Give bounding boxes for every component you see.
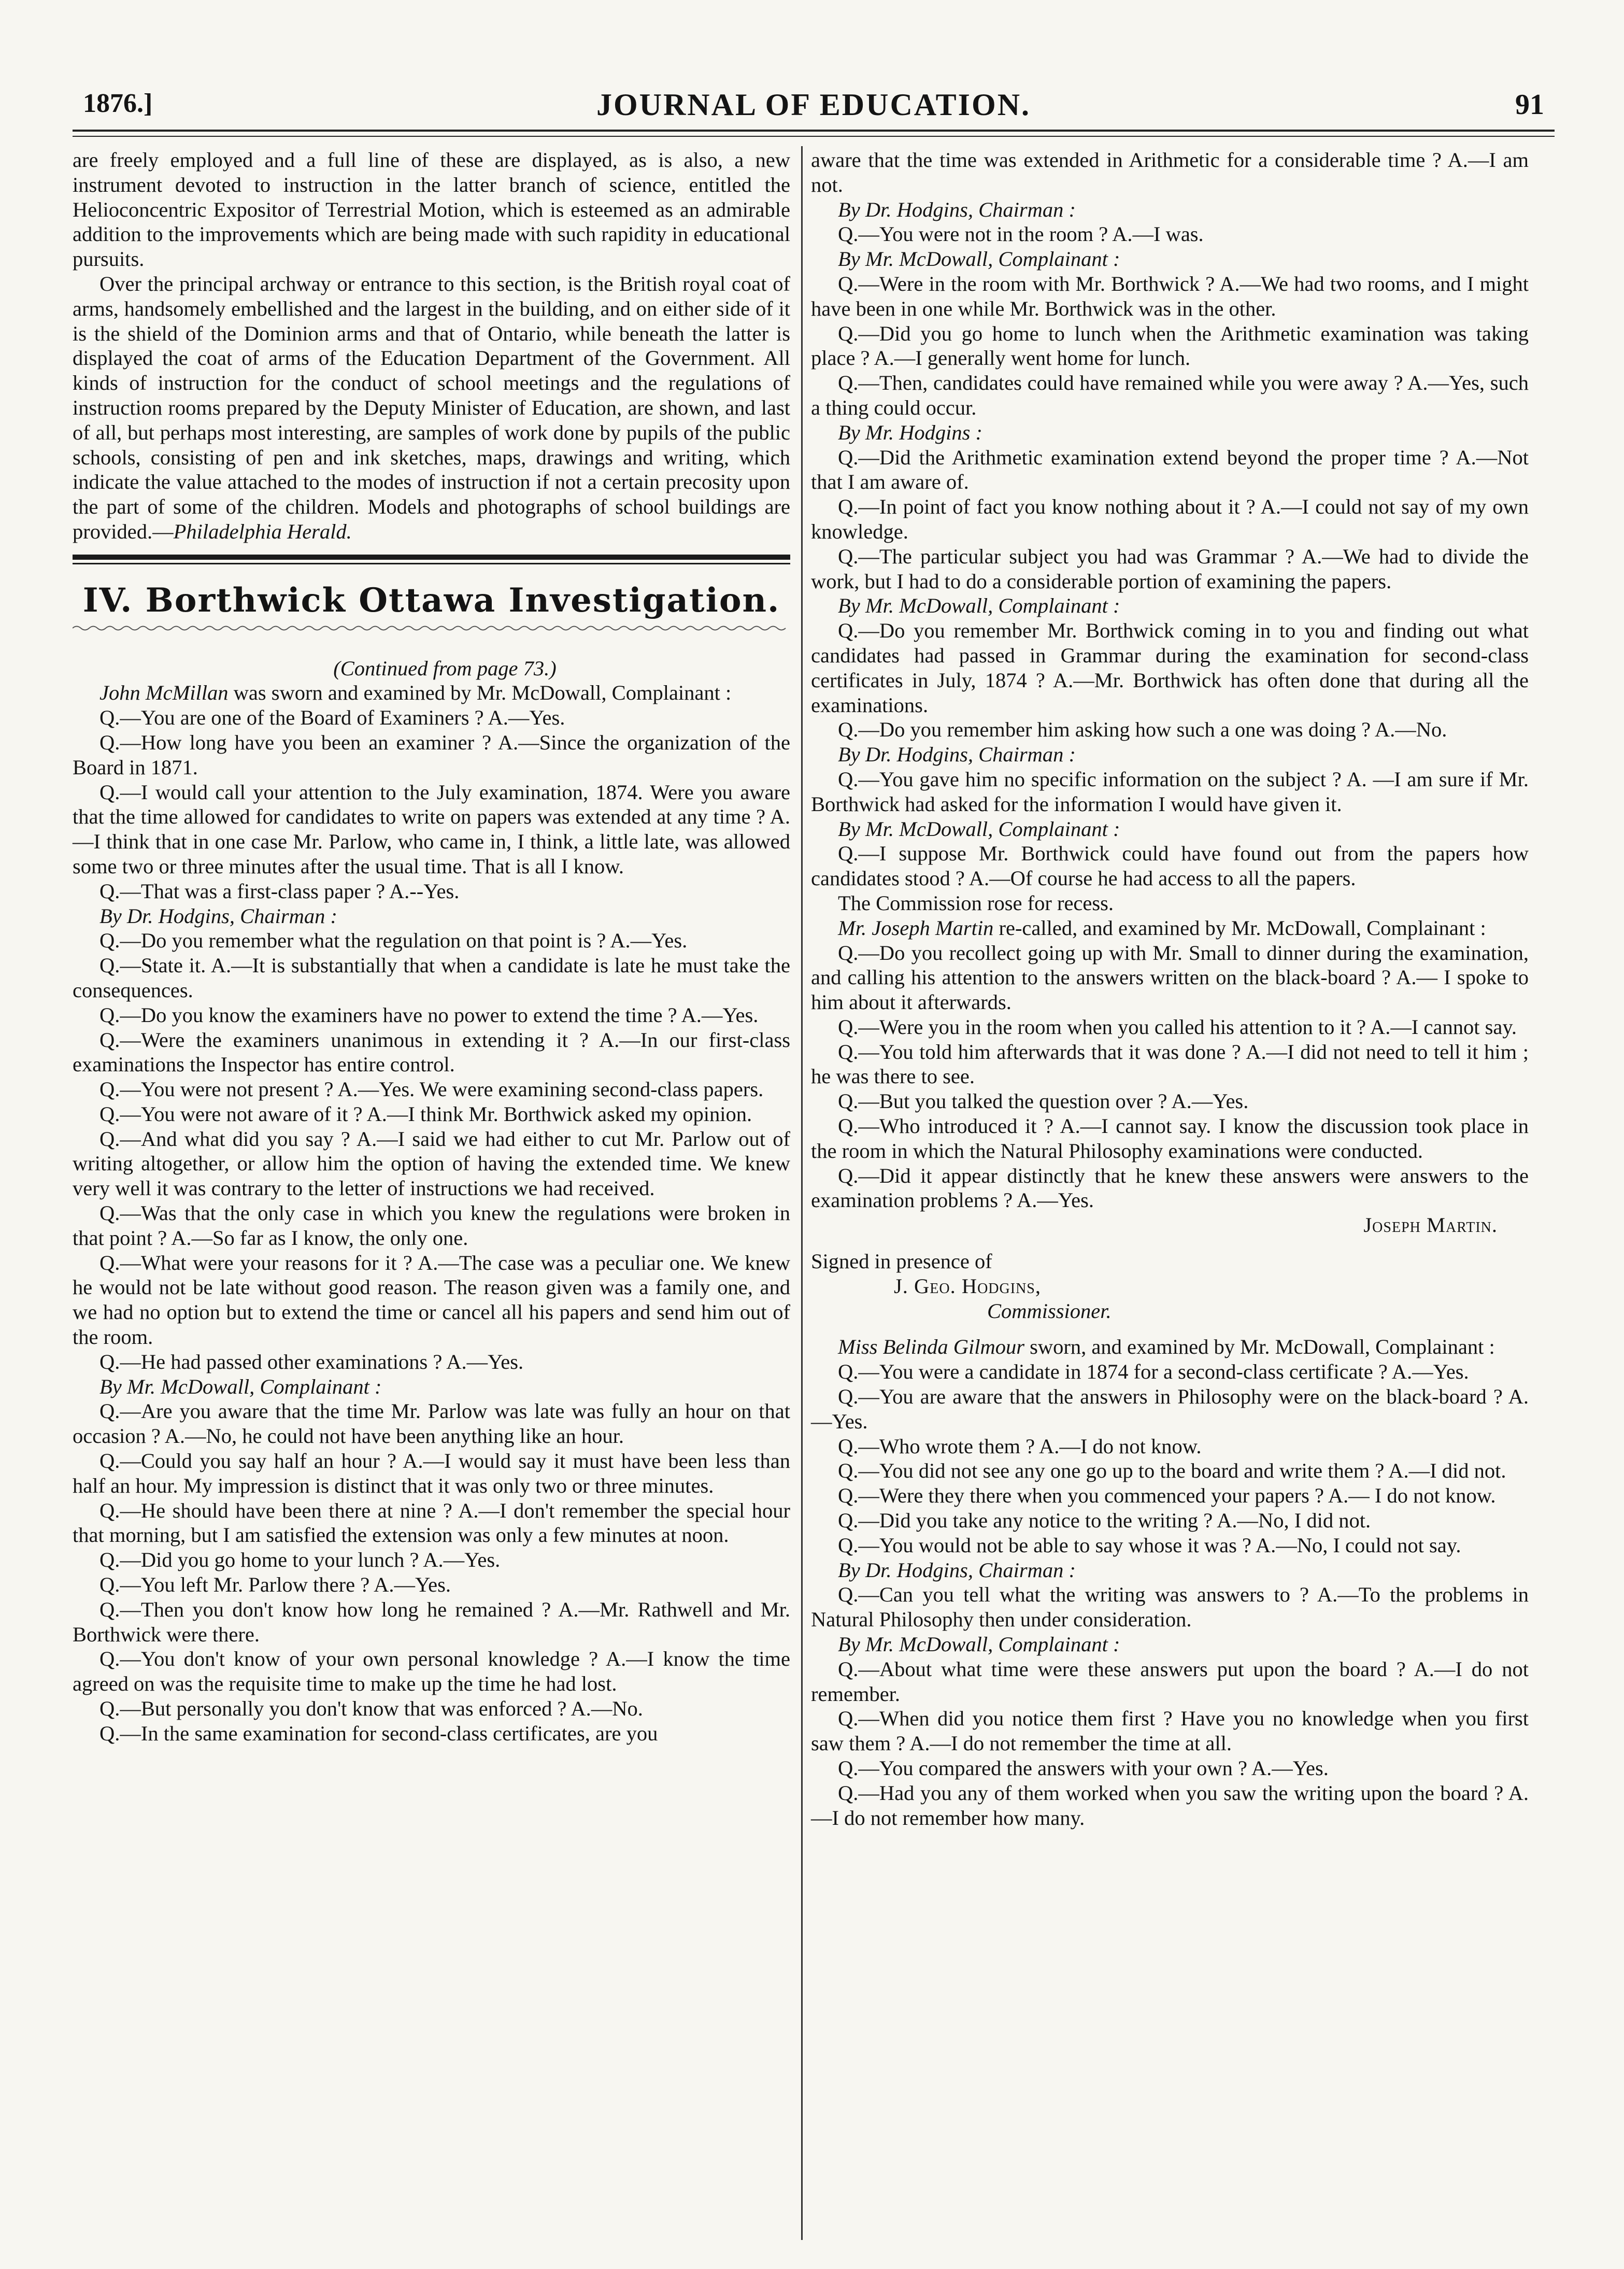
witness-intro (73, 680, 790, 705)
section-rule-thick (73, 555, 790, 560)
testimony-line: Q.—You are one of the Board of Examiners ? A.—Yes. (99, 706, 565, 730)
testimony-line: Q.—Did you go home to your lunch ? A.—Yes. (99, 1548, 501, 1572)
testimony-line: Q.—Who introduced it ? A.—I cannot say. I know the discussion took place in the room in which the Natural Philosophy examinations were conducted. (811, 1114, 1529, 1162)
martin-signature: Joseph Martin. (1363, 1213, 1498, 1237)
testimony-line: Q.—In point of fact you know nothing about it ? A.—I could not say of my own knowledge. (811, 495, 1529, 543)
testimony-line: Q.—Are you aware that the time Mr. Parlow was late was fully an hour on that occasion ? A.—No, he could not have been anything like an hour. (73, 1399, 790, 1448)
testimony-line: Q.—You are aware that the answers in Philosophy were on the black-board ? A.—Yes. (811, 1385, 1529, 1433)
testimony-line: Q.—Could you say half an hour ? A.—I would say it must have been less than half an hour. My impression is distinct that it was only two or three minutes. (73, 1449, 790, 1497)
left-column (73, 148, 790, 1746)
testimony-line: Q.—Do you remember what the regulation on that point is ? A.—Yes. (99, 929, 688, 953)
testimony-line: Q.—Did you take any notice to the writing ? A.—No, I did not. (838, 1509, 1371, 1533)
testimony-line: Q.—You would not be able to say whose it was ? A.—No, I could not say. (838, 1533, 1461, 1557)
testimony-line: Q.—You did not see any one go up to the board and write them ? A.—I did not. (838, 1459, 1506, 1483)
examiner-heading: By Dr. Hodgins, Chairman : (838, 743, 1076, 767)
witness-name: Mr. Joseph Martin (838, 916, 994, 940)
testimony-line: The Commission rose for recess. (838, 891, 1114, 915)
testimony-line: Q.—State it. A.—It is substantially that when a candidate is late he must take the consequences. (73, 954, 790, 1002)
testimony-line: Q.—You were not present ? A.—Yes. We were examining second-class papers. (99, 1077, 764, 1101)
examiner-heading: By Dr. Hodgins, Chairman : (838, 1558, 1076, 1582)
testimony-line: Q.—And what did you say ? A.—I said we had either to cut Mr. Parlow out of writing altogether, or allow him the option of having the extended time. We knew very well it was contrary to the letter of instructions we had received. (73, 1127, 790, 1200)
right-column (811, 148, 1529, 1830)
testimony-line: Q.—You left Mr. Parlow there ? A.—Yes. (99, 1573, 451, 1597)
witness-intro (811, 1335, 1529, 1359)
examiner-heading: By Mr. McDowall, Complainant : (838, 594, 1120, 618)
testimony-line: Q.—Who wrote them ? A.—I do not know. (838, 1434, 1202, 1458)
testimony-line: Q.—Was that the only case in which you knew the regulations were broken in that point ? A.—So far as I know, the only one. (73, 1201, 790, 1250)
examiner-heading: By Mr. McDowall, Complainant : (838, 817, 1120, 841)
testimony-line: Q.—He had passed other examinations ? A.—Yes. (99, 1350, 524, 1373)
testimony-line: Q.—Then, candidates could have remained while you were away ? A.—Yes, such a thing could occur. (811, 371, 1529, 419)
testimony-line: Q.—Were they there when you commenced your papers ? A.— I do not know. (838, 1484, 1496, 1508)
page-header (73, 78, 1555, 135)
testimony-line: Q.—Were you in the room when you called his attention to it ? A.—I cannot say. (838, 1015, 1517, 1039)
testimony-line: Q.—Do you know the examiners have no power to extend the time ? A.—Yes. (99, 1003, 759, 1027)
testimony-line: Q.—Were in the room with Mr. Borthwick ? A.—We had two rooms, and I might have been in one while Mr. Borthwick was in the other. (811, 272, 1529, 320)
testimony-line: Q.—In the same examination for second-class certificates, are you (99, 1721, 658, 1745)
witness-intro-text: re-called, and examined by Mr. McDowall, Complainant : (993, 916, 1486, 940)
testimony-line: Q.—Did it appear distinctly that he knew these answers were answers to the examination problems ? A.—Yes. (811, 1164, 1529, 1212)
testimony-line: Q.—He should have been there at nine ? A.—I don't remember the special hour that morning, but I am satisfied the extension was only a few minutes at noon. (73, 1498, 790, 1547)
testimony-line: Q.—But you talked the question over ? A.—Yes. (838, 1089, 1249, 1113)
section-heading: IV. Borthwick Ottawa Investigation. (82, 580, 780, 620)
testimony-line: Q.—How long have you been an examiner ? A.—Since the organization of the Board in 1871. (73, 730, 790, 779)
testimony-line: Q.—You were not aware of it ? A.—I think Mr. Borthwick asked my opinion. (99, 1102, 752, 1126)
journal-title: JOURNAL OF EDUCATION. (596, 88, 1031, 122)
section-rule-thin (73, 563, 790, 564)
header-rule-thin (73, 136, 1555, 137)
witness-intro-text: was sworn and examined by Mr. McDowall, Complainant : (228, 681, 732, 705)
testimony-line: Q.—Did you go home to lunch when the Arithmetic examination was taking place ? A.—I generally went home for lunch. (811, 321, 1529, 370)
intro-paragraph (73, 272, 790, 544)
testimony-line: Q.—You were not in the room ? A.—I was. (838, 222, 1204, 246)
examiner-heading: By Mr. Hodgins : (838, 420, 982, 444)
testimony-line: Q.—I suppose Mr. Borthwick could have found out from the papers how candidates stood ? A.—Of course he had access to all the papers. (811, 842, 1529, 890)
testimony-line: Q.—What were your reasons for it ? A.—The case was a peculiar one. We knew he would not be late without good reason. The reason given was a family one, and we had no option but to extend the time or cancel all his papers and send him out of the room. (73, 1251, 790, 1349)
examiner-heading: By Mr. McDowall, Complainant : (99, 1374, 382, 1398)
testimony-line: aware that the time was extended in Arithmetic for a considerable time ? A.—I am not. (811, 148, 1529, 196)
testimony-line: Q.—You were a candidate in 1874 for a second-class certificate ? A.—Yes. (838, 1360, 1469, 1384)
testimony-line: Q.—Did the Arithmetic examination extend beyond the proper time ? A.—Not that I am aware of. (811, 445, 1529, 494)
testimony-line: Q.—Do you remember him asking how such a one was doing ? A.—No. (838, 718, 1447, 742)
testimony-line: Q.—But personally you don't know that was enforced ? A.—No. (99, 1697, 643, 1721)
intro-source: Philadelphia Herald. (173, 519, 352, 543)
examiner-heading: By Dr. Hodgins, Chairman : (838, 197, 1076, 221)
witness-intro (811, 916, 1529, 941)
examiner-heading: By Dr. Hodgins, Chairman : (99, 904, 338, 928)
witness-intro-text: sworn, and examined by Mr. McDowall, Complainant : (1024, 1335, 1495, 1359)
testimony-line: Q.—That was a first-class paper ? A.--Yes. (99, 879, 460, 903)
testimony-line: Q.—You gave him no specific information on the subject ? A. —I am sure if Mr. Borthwick had asked for the information I would have given it. (811, 767, 1529, 816)
testimony-line: Q.—Can you tell what the writing was answers to ? A.—To the problems in Natural Philosophy then under consideration. (811, 1583, 1529, 1632)
testimony-line: Q.—You don't know of your own personal knowledge ? A.—I know the time agreed on was the requisite time to make up the time he had lost. (73, 1647, 790, 1696)
testimony-line: Q.—About what time were these answers put upon the board ? A.—I do not remember. (811, 1657, 1529, 1706)
ornamental-wavy-rule (73, 623, 790, 633)
commissioner-title: Commissioner. (987, 1299, 1112, 1323)
witness-name: John McMillan (99, 681, 229, 705)
testimony-line: Q.—You compared the answers with your own ? A.—Yes. (838, 1756, 1329, 1780)
testimony-line: Q.—Do you remember Mr. Borthwick coming in to you and finding out what candidates had passed in Grammar during the examination for second-class certificates in July, 1874 ? A.—Mr. Borthwick has often done that during all the examinations. (811, 619, 1529, 717)
continued-note: (Continued from page 73.) (333, 656, 557, 680)
witness-name: Miss Belinda Gilmour (838, 1335, 1024, 1359)
testimony-line: Q.—When did you notice them first ? Have you no knowledge when you first saw them ? A.—I do not remember the time at all. (811, 1707, 1529, 1755)
page-number: 91 (1515, 89, 1544, 121)
testimony-line: Q.—Were the examiners unanimous in extending it ? A.—In our first-class examinations the Inspector has entire control. (73, 1028, 790, 1076)
testimony-line: Q.—You told him afterwards that it was done ? A.—I did not need to tell it him ; he was there to see. (811, 1040, 1529, 1088)
signed-in-presence: Signed in presence of (811, 1250, 992, 1273)
testimony-line: Q.—Had you any of them worked when you saw the writing upon the board ? A.—I do not remember how many. (811, 1781, 1529, 1830)
header-rule-thick (73, 130, 1555, 132)
intro-paragraph-text: Over the principal archway or entrance to this section, is the British royal coat of arms, handsomely embellished and the largest in the building, and on either side of it is the shield of the Dominion arms and that of Ontario, while beneath the latter is displayed the coat of arms of the Education Department of the Government. All kinds of instruction for the conduct of school meetings and the regulations of instruction rooms prepared by the Deputy Minister of Education, are shown, and last of all, but perhaps most interesting, are samples of work done by pupils of the public schools, consisting of pen and ink sketches, maps, drawings and writing, which indicate the value attached to the modes of instruction if not a certain precosity upon the part of some of the children. Models and photographs of school buildings are provided.— (73, 272, 790, 543)
testimony-line: Q.—I would call your attention to the July examination, 1874. Were you aware that the time allowed for candidates to write on papers was extended at any time ? A.—I think that in one case Mr. Parlow, who came in, I think, a little late, was allowed some two or three minutes after the usual time. That is all I know. (73, 780, 790, 878)
testimony-line: Q.—The particular subject you had was Grammar ? A.—We had to divide the work, but I had to do a considerable portion of examining the papers. (811, 544, 1529, 593)
intro-article (73, 148, 790, 544)
testimony-line: Q.—Do you recollect going up with Mr. Small to dinner during the examination, and calling his attention to the answers written on the black-board ? A.— I spoke to him about it afterwards. (811, 941, 1529, 1014)
examiner-heading: By Mr. McDowall, Complainant : (838, 247, 1120, 271)
journal-year: 1876.] (83, 89, 153, 118)
column-divider (801, 146, 803, 2240)
hodgins-signature: J. Geo. Hodgins, (894, 1274, 1041, 1298)
testimony-line: Q.—Then you don't know how long he remained ? A.—Mr. Rathwell and Mr. Borthwick were there. (73, 1597, 790, 1646)
examiner-heading: By Mr. McDowall, Complainant : (838, 1633, 1120, 1656)
intro-paragraph: are freely employed and a full line of these are displayed, as is also, a new instrument devoted to instruction in the latter branch of science, entitled the Helioconcentric Expositor of Terrestrial Motion, which is esteemed as an admirable addition to the improvements which are being made with such rapidity in educational pursuits. (73, 148, 790, 271)
